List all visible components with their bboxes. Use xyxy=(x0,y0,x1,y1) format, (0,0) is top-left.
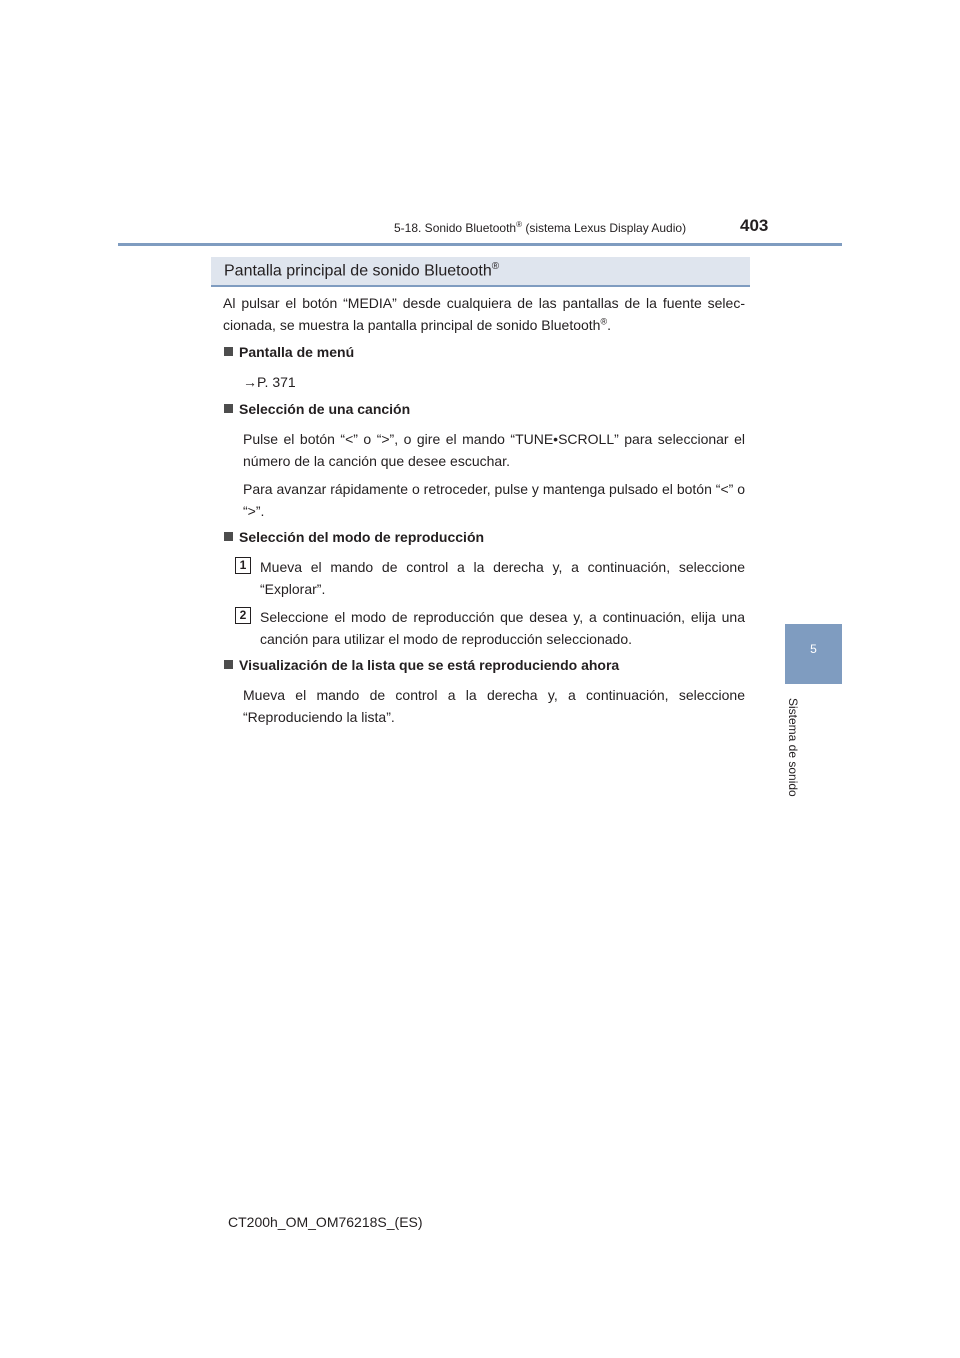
step-number-badge: 1 xyxy=(235,557,251,574)
intro-paragraph xyxy=(223,292,745,336)
menu-screen-reference[interactable]: →P. 371 xyxy=(243,374,296,390)
song-selection-text-1: Pulse el botón “<” o “>”, o gire el mando “TUNE•SCROLL” para seleccionar el número de la canción que desee escuchar. xyxy=(243,431,745,469)
header-rule xyxy=(118,243,842,246)
section-title-text: Pantalla principal de sonido Bluetooth xyxy=(224,262,492,280)
song-selection-text-2: Para avanzar rápidamente o retroceder, pulse y mantenga pulsado el botón “<” o “>”. xyxy=(243,481,745,519)
now-playing-heading-text: Visualización de la lista que se está reproduciendo ahora xyxy=(239,657,620,673)
intro-text: Al pulsar el botón “MEDIA” desde cualquiera de las pantallas de la fuente selec-cionada, se muestra la pantalla principal de sonido Bluetooth xyxy=(223,295,745,333)
section-title-mark: ® xyxy=(491,261,500,272)
chapter-tab xyxy=(785,624,842,684)
intro-end: . xyxy=(607,317,611,333)
header-registered-mark: ® xyxy=(516,220,522,229)
header-section-prefix: 5-18. Sonido Bluetooth xyxy=(394,221,517,235)
play-mode-heading xyxy=(224,529,484,545)
chapter-number: 5 xyxy=(810,642,817,656)
header-section-suffix: (sistema Lexus Display Audio) xyxy=(522,221,687,235)
step-2-text: Seleccione el modo de reproducción que desea y, a continuación, elija una canción para utilizar el modo de reproducción seleccionado. xyxy=(260,609,745,647)
song-selection-heading-text: Selección de una canción xyxy=(239,401,411,417)
menu-screen-heading-text: Pantalla de menú xyxy=(239,344,355,360)
bullet-square-icon xyxy=(224,404,233,413)
document-code: CT200h_OM_OM76218S_(ES) xyxy=(228,1214,423,1230)
menu-screen-heading xyxy=(224,344,354,360)
section-title-bar xyxy=(211,257,750,287)
page-number: 403 xyxy=(740,216,769,235)
step-number-badge: 2 xyxy=(235,607,251,624)
chapter-label-container xyxy=(780,698,810,798)
step-1-text: Mueva el mando de control a la derecha y, a continuación, seleccione “Explorar”. xyxy=(260,559,745,597)
now-playing-heading xyxy=(224,657,619,673)
bullet-square-icon xyxy=(224,532,233,541)
chapter-label: Sistema de sonido xyxy=(786,698,800,797)
intro-mark: ® xyxy=(600,316,608,327)
bullet-square-icon xyxy=(224,660,233,669)
play-mode-heading-text: Selección del modo de reproducción xyxy=(239,529,485,545)
running-header xyxy=(394,220,704,235)
song-selection-heading xyxy=(224,401,410,417)
now-playing-text: Mueva el mando de control a la derecha y, a continuación, seleccione “Reproduciendo la lista”. xyxy=(243,687,745,725)
section-title xyxy=(224,261,499,280)
bullet-square-icon xyxy=(224,347,233,356)
